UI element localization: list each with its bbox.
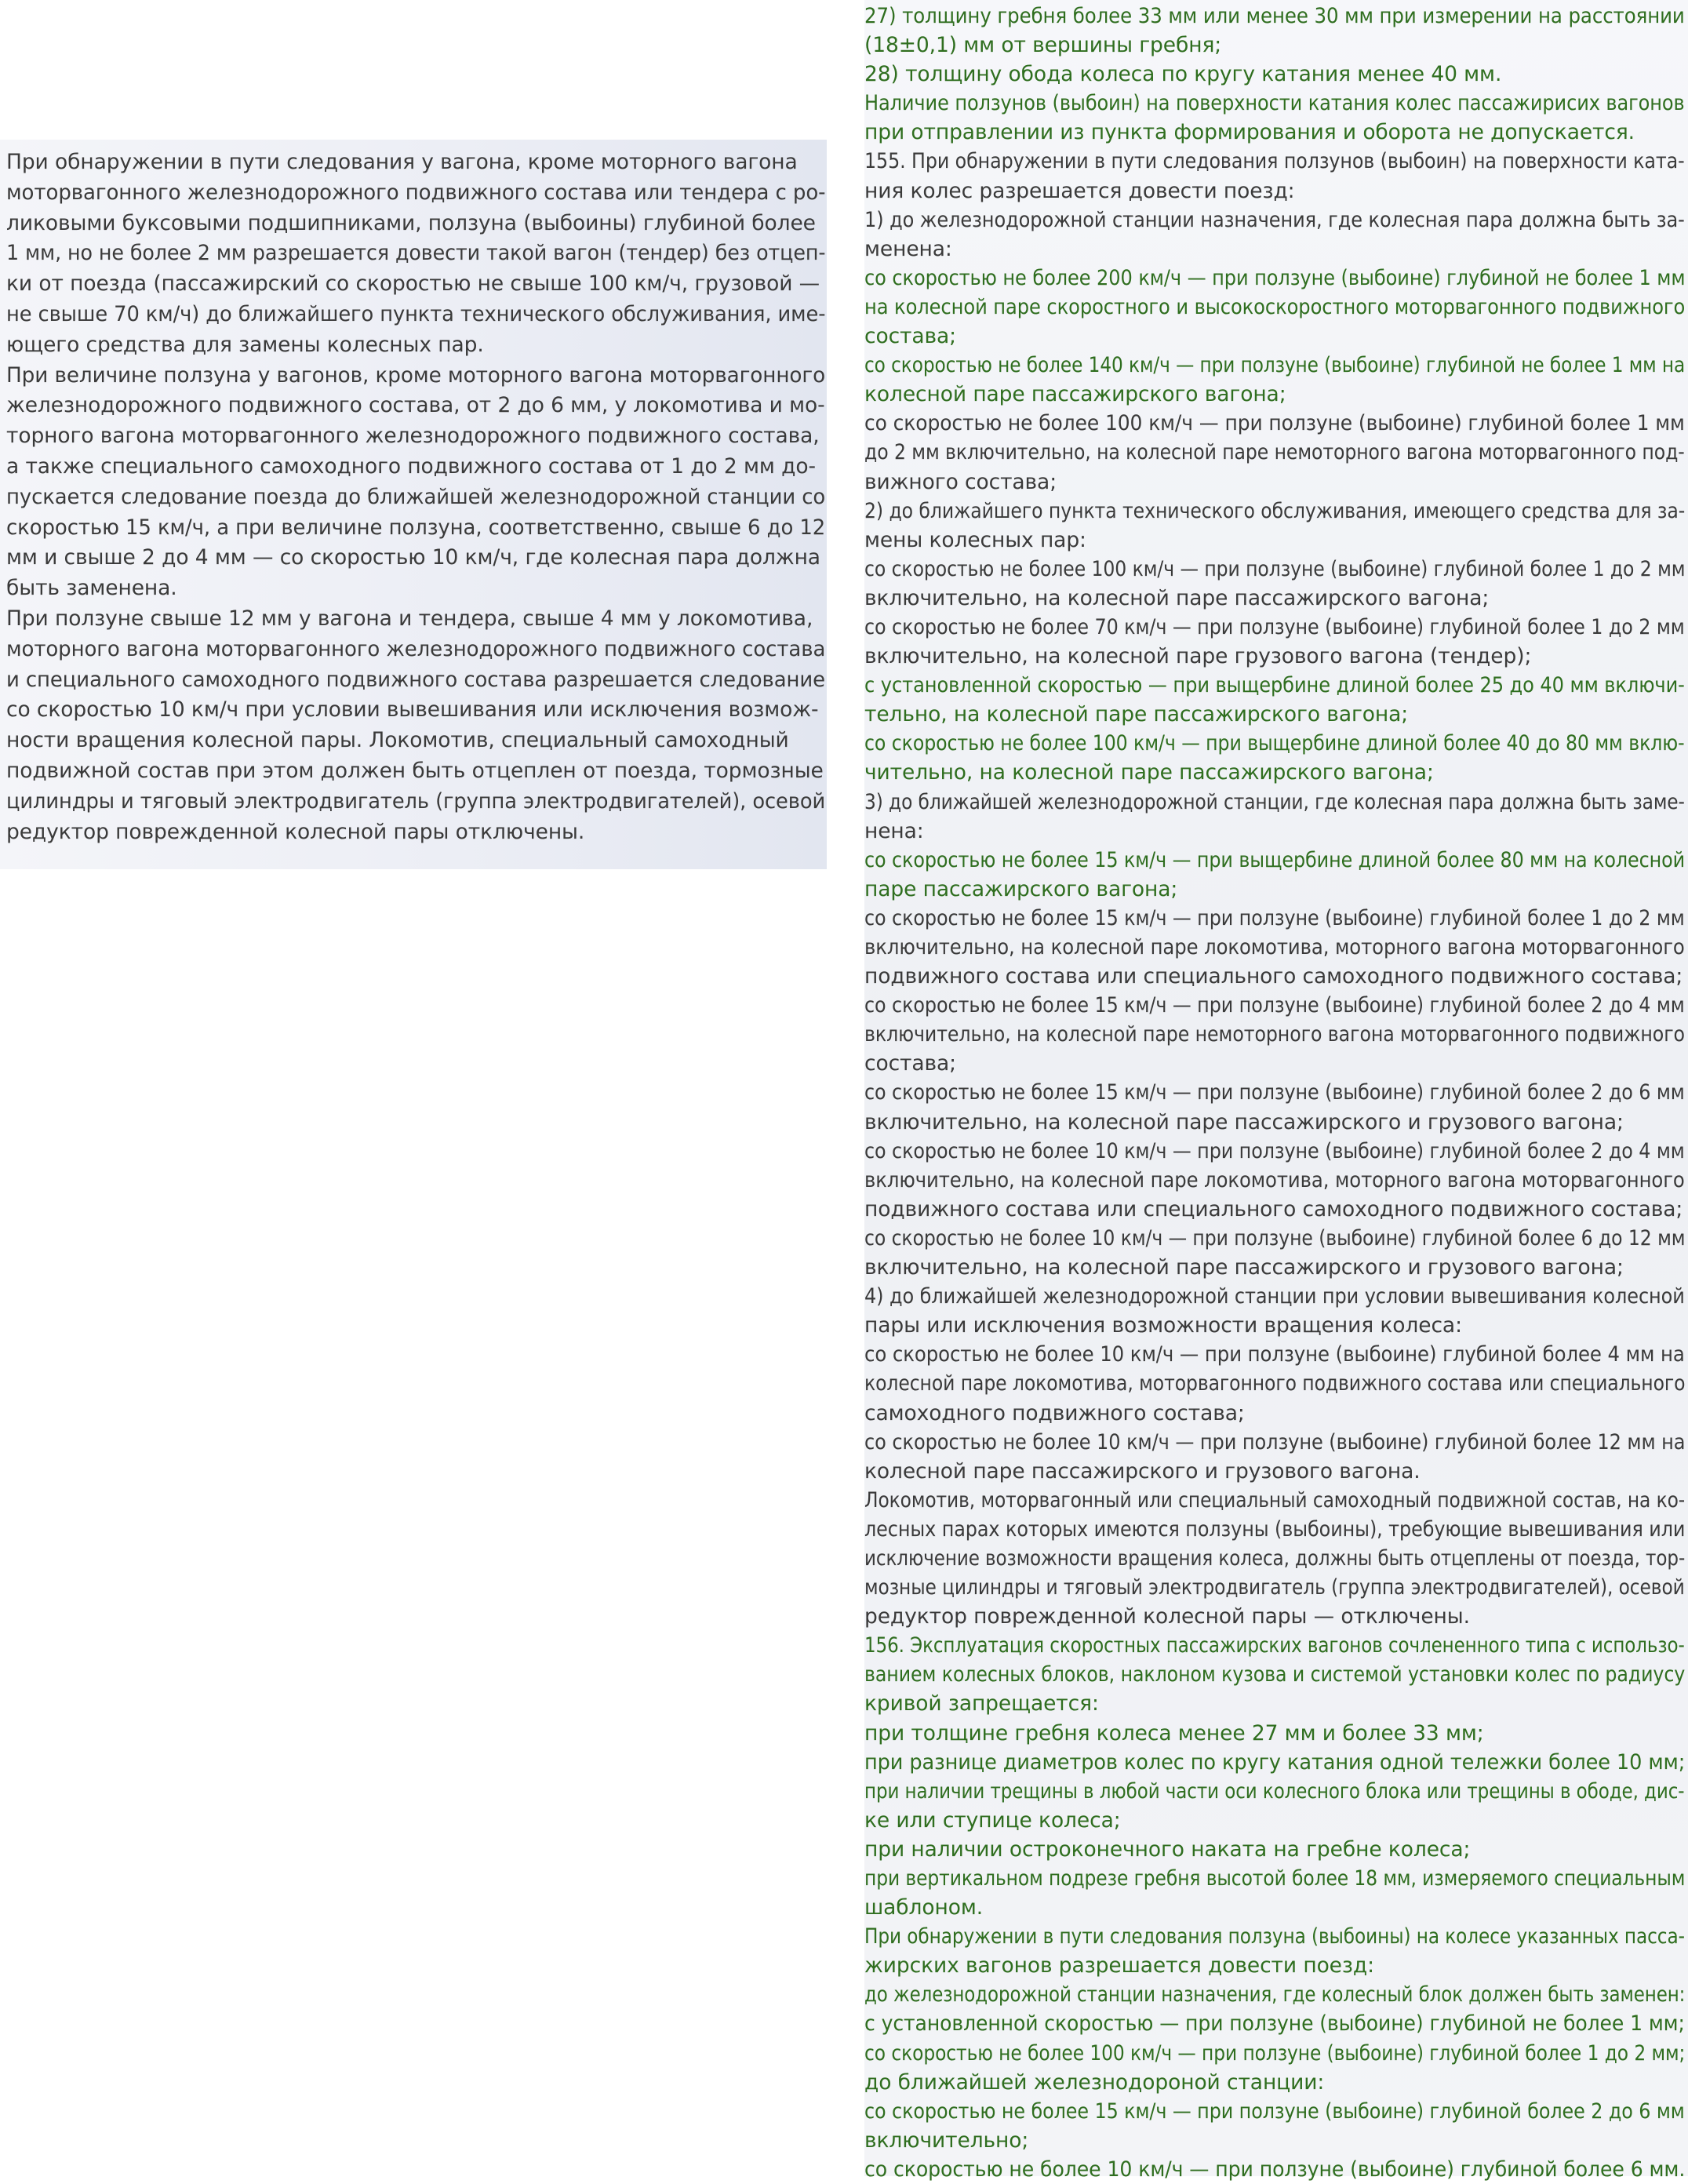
text-line-highlighted: 28) толщину обода колеса по кругу катания менее 40 мм. xyxy=(864,62,1502,87)
text-line: 155. При обнаружении в пути следования ползунов (выбоин) на поверхности ката- xyxy=(864,149,1685,174)
text-line-highlighted: При обнаружении в пути следования ползуна (выбоины) на колесе указанных пасса- xyxy=(864,1924,1685,1949)
text-line: состава; xyxy=(864,1051,957,1076)
text-line: со скоростью не более 10 км/ч — при ползуне (выбоине) глубиной более 2 до 4 мм xyxy=(864,1138,1685,1163)
text-line-highlighted: состава; xyxy=(864,324,957,349)
text-line: редуктор поврежденной колесной пары — отключены. xyxy=(864,1604,1470,1629)
text-line-highlighted: ванием колесных блоков, наклоном кузова и системой установки колес по радиусу xyxy=(864,1662,1686,1687)
text-line: быть заменена. xyxy=(6,576,177,601)
text-line: колесной паре локомотива, моторвагонного подвижного состава или специального xyxy=(864,1371,1686,1396)
text-line-highlighted: при вертикальном подрезе гребня высотой более 18 мм, измеряемого специальным xyxy=(864,1866,1686,1891)
text-line: ности вращения колесной пары. Локомотив, специальный самоходный xyxy=(6,728,789,753)
text-line-highlighted: на колесной паре скоростного и высокоскоростного моторвагонного подвижного xyxy=(864,294,1686,319)
text-line: 4) до ближайшей железнодорожной станции при условии вывешивания колесной xyxy=(864,1284,1685,1309)
text-line: мены колесных пар: xyxy=(864,527,1086,552)
text-line: включительно, на колесной паре пассажирского и грузового вагона; xyxy=(864,1109,1624,1134)
text-line: При обнаружении в пути следования у вагона, кроме моторного вагона xyxy=(6,150,798,174)
text-line: ющего средства для замены колесных пар. xyxy=(6,332,484,357)
text-line: При величине ползуна у вагонов, кроме моторного вагона моторвагонного xyxy=(6,362,826,388)
text-line-highlighted: 156. Эксплуатация скоростных пассажирских вагонов сочлененного типа с использо- xyxy=(864,1633,1685,1658)
text-line: Локомотив, моторвагонный или специальный самоходный подвижной состав, на ко- xyxy=(864,1487,1686,1512)
text-line: со скоростью не более 15 км/ч — при ползуне (выбоине) глубиной более 2 до 6 мм xyxy=(864,1080,1685,1105)
text-line: 2) до ближайшего пункта технического обслуживания, имеющего средства для за- xyxy=(864,498,1686,523)
text-line: а также специального самоходного подвижного состава от 1 до 2 мм до- xyxy=(6,453,816,479)
text-line-highlighted: при наличии трещины в любой части оси колесного блока или трещины в ободе, дис- xyxy=(864,1778,1685,1804)
text-line-highlighted: (18±0,1) мм от вершины гребня; xyxy=(864,33,1222,58)
text-line: со скоростью не более 15 км/ч — при ползуне (выбоине) глубиной более 1 до 2 мм xyxy=(864,905,1685,930)
text-line-highlighted: с установленной скоростью — при ползуне (выбоине) глубиной не более 1 мм; xyxy=(864,2011,1685,2037)
text-line: 3) до ближайшей железнодорожной станции, где колесная пара должна быть заме- xyxy=(864,789,1685,814)
text-line: со скоростью не более 100 км/ч — при ползуне (выбоине) глубиной более 1 до 2 мм xyxy=(864,556,1686,581)
left-column xyxy=(0,140,827,869)
text-line: мозные цилиндры и тяговый электродвигатель (группа электродвигателей), осевой xyxy=(864,1575,1685,1600)
text-line: мм и свыше 2 до 4 мм — со скоростью 10 км/ч, где колесная пара должна xyxy=(6,545,820,570)
text-line: включительно, на колесной паре немоторного вагона моторвагонного подвижного xyxy=(864,1022,1685,1047)
text-line: и специального самоходного подвижного состава разрешается следование xyxy=(6,667,825,692)
text-line: цилиндры и тяговый электродвигатель (группа электродвигателей), осевой xyxy=(6,788,826,814)
text-line-highlighted: ке или ступице колеса; xyxy=(864,1807,1121,1833)
text-line: нена: xyxy=(864,818,924,843)
text-line: ки от поезда (пассажирский со скоростью не свыше 100 км/ч, грузовой — xyxy=(6,271,820,297)
text-line: не свыше 70 км/ч) до ближайшего пункта технического обслуживания, име- xyxy=(6,301,826,326)
text-line: моторвагонного железнодорожного подвижного состава или тендера с ро- xyxy=(6,180,826,205)
text-line-highlighted: со скоростью не более 10 км/ч — при ползуне (выбоине) глубиной более 6 мм. xyxy=(864,2157,1686,2182)
text-line: редуктор поврежденной колесной пары отключены. xyxy=(6,819,585,844)
text-line-highlighted: паре пассажирского вагона; xyxy=(864,876,1178,901)
text-line: пары или исключения возможности вращения колеса: xyxy=(864,1313,1462,1338)
text-line-highlighted: при разнице диаметров колес по кругу катания одной тележки более 10 мм; xyxy=(864,1749,1686,1774)
text-line: со скоростью не более 100 км/ч — при ползуне (выбоине) глубиной более 1 мм xyxy=(864,411,1685,436)
text-line: 1 мм, но не более 2 мм разрешается довести такой вагон (тендер) без отцеп- xyxy=(6,241,826,266)
text-line-highlighted: шаблоном. xyxy=(864,1895,984,1920)
text-line: лесных парах которых имеются ползуны (выбоины), требующие вывешивания или xyxy=(864,1516,1686,1542)
text-line: железнодорожного подвижного состава, от 2 до 6 мм, у локомотива и мо- xyxy=(6,393,825,418)
text-line: колесной паре пассажирского и грузового вагона. xyxy=(864,1458,1421,1483)
text-line: торного вагона моторвагонного железнодорожного подвижного состава, xyxy=(6,424,820,449)
text-line: со скоростью не более 70 км/ч — при ползуне (выбоине) глубиной более 1 до 2 мм xyxy=(864,614,1685,639)
text-line-highlighted: чительно, на колесной паре пассажирского вагона; xyxy=(864,760,1434,785)
text-line-highlighted: при толщине гребня колеса менее 27 мм и более 33 мм; xyxy=(864,1720,1484,1745)
right-column xyxy=(864,0,1688,2182)
text-line-highlighted: жирских вагонов разрешается довести поезд: xyxy=(864,1953,1374,1978)
text-line: самоходного подвижного состава; xyxy=(864,1400,1245,1425)
text-line: подвижного состава или специального самоходного подвижного состава; xyxy=(864,964,1683,989)
text-line: включительно, на колесной паре грузового вагона (тендер); xyxy=(864,644,1532,669)
text-line-highlighted: со скоростью не более 140 км/ч — при ползуне (выбоине) глубиной не более 1 мм на xyxy=(864,353,1686,378)
text-line: до 2 мм включительно, на колесной паре немоторного вагона моторвагонного под- xyxy=(864,440,1685,465)
text-line: скоростью 15 км/ч, а при величине ползуна, соответственно, свыше 6 до 12 xyxy=(6,515,826,540)
text-line: со скоростью не более 10 км/ч — при ползуне (выбоине) глубиной более 6 до 12 мм xyxy=(864,1225,1686,1250)
text-line-highlighted: включительно; xyxy=(864,2128,1029,2153)
text-line: со скоростью не более 15 км/ч — при ползуне (выбоине) глубиной более 2 до 4 мм xyxy=(864,993,1685,1018)
text-line: исключение возможности вращения колеса, должны быть отцеплены от поезда, тор- xyxy=(864,1545,1686,1571)
text-line-highlighted: с установленной скоростью — при выщербине длиной более 25 до 40 мм включи- xyxy=(864,673,1685,698)
text-line: пускается следование поезда до ближайшей железнодорожной станции со xyxy=(6,484,826,509)
text-line: 1) до железнодорожной станции назначения, где колесная пара должна быть за- xyxy=(864,207,1685,232)
text-line-highlighted: при отправлении из пункта формирования и оборота не допускается. xyxy=(864,120,1635,145)
text-line-highlighted: со скоростью не более 15 км/ч — при выщербине длиной более 80 мм на колесной xyxy=(864,847,1686,872)
text-line-highlighted: со скоростью не более 100 км/ч — при ползуне (выбоине) глубиной более 1 до 2 мм; xyxy=(864,2040,1686,2066)
text-line: менена: xyxy=(864,236,952,261)
text-line: При ползуне свыше 12 мм у вагона и тендера, свыше 4 мм у локомотива, xyxy=(6,606,813,631)
text-line-highlighted: со скоростью не более 200 км/ч — при ползуне (выбоине) глубиной не более 1 мм xyxy=(864,265,1686,290)
text-line-highlighted: при наличии остроконечного наката на гребне колеса; xyxy=(864,1836,1471,1862)
right-column-text xyxy=(864,0,1688,2184)
text-line: включительно, на колесной паре пассажирского вагона; xyxy=(864,585,1490,610)
text-line-highlighted: до ближайшей железнодороной станции: xyxy=(864,2069,1325,2095)
text-line: включительно, на колесной паре пассажирского и грузового вагона; xyxy=(864,1255,1624,1280)
text-line-highlighted: колесной паре пассажирского вагона; xyxy=(864,382,1286,407)
text-line: подвижной состав при этом должен быть отцеплен от поезда, тормозные xyxy=(6,758,824,783)
text-line: подвижного состава или специального самоходного подвижного состава; xyxy=(864,1196,1683,1221)
text-line: со скоростью не более 10 км/ч — при ползуне (выбоине) глубиной более 12 мм на xyxy=(864,1429,1686,1454)
text-line-highlighted: со скоростью не более 15 км/ч — при ползуне (выбоине) глубиной более 2 до 6 мм xyxy=(864,2098,1685,2124)
text-line: со скоростью не более 10 км/ч — при ползуне (выбоине) глубиной более 4 мм на xyxy=(864,1342,1685,1367)
text-line: включительно, на колесной паре локомотива, моторного вагона моторвагонного xyxy=(864,1167,1685,1192)
text-line-highlighted: со скоростью не более 100 км/ч — при выщербине длиной более 40 до 80 мм вклю- xyxy=(864,731,1685,756)
text-line: вижного состава; xyxy=(864,469,1057,494)
text-line: моторного вагона моторвагонного железнодорожного подвижного состава xyxy=(6,636,826,661)
text-line: ния колес разрешается довести поезд: xyxy=(864,178,1295,203)
text-line-highlighted: тельно, на колесной паре пассажирского вагона; xyxy=(864,702,1409,727)
text-line: включительно, на колесной паре локомотива, моторного вагона моторвагонного xyxy=(864,935,1685,959)
text-line-highlighted: Наличие ползунов (выбоин) на поверхности катания колес пассажирисих вагонов xyxy=(864,91,1685,116)
text-line-highlighted: 27) толщину гребня более 33 мм или менее 30 мм при измерении на расстоянии xyxy=(864,4,1685,28)
text-line: ликовыми буксовыми подшипниками, ползуна (выбоины) глубиной более xyxy=(6,210,816,235)
text-line-highlighted: кривой запрещается: xyxy=(864,1691,1099,1716)
text-line: со скоростью 10 км/ч при условии вывешивания или исключения возмож- xyxy=(6,697,819,723)
left-column-text xyxy=(0,140,827,847)
text-line-highlighted: до железнодорожной станции назначения, где колесный блок должен быть заменен: xyxy=(864,1982,1686,2007)
